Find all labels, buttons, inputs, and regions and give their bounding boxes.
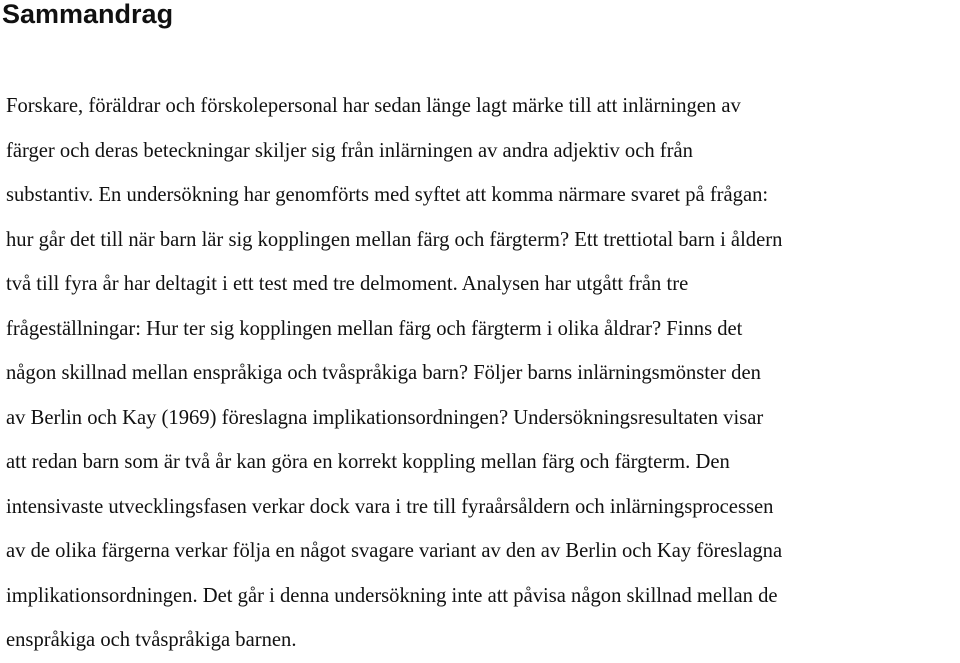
paragraph-line: Forskare, föräldrar och förskolepersonal har sedan länge lagt märke till att inlärningen av (6, 95, 741, 117)
paragraph-line: implikationsordningen. Det går i denna undersökning inte att påvisa någon skillnad mellan de (6, 584, 778, 607)
paragraph-line: av de olika färgerna verkar följa en något svagare variant av den av Berlin och Kay föreslagna (6, 540, 783, 562)
paragraph-line: två till fyra år har deltagit i ett test med tre delmoment. Analysen har utgått från tre (6, 273, 689, 295)
paragraph-line: enspråkiga och tvåspråkiga barnen. (6, 629, 297, 651)
paragraph-line: någon skillnad mellan enspråkiga och tvåspråkiga barn? Följer barns inlärningsmönster den (6, 362, 761, 384)
paragraph-line: att redan barn som är två år kan göra en korrekt koppling mellan färg och färgterm. Den (6, 451, 730, 473)
section-heading: Sammandrag (2, 0, 174, 29)
summary-paragraph (6, 84, 960, 663)
paragraph-line: färger och deras beteckningar skiljer sig från inlärningen av andra adjektiv och från (6, 139, 693, 162)
paragraph-line: substantiv. En undersökning har genomförts med syftet att komma närmare svaret på frågan: (6, 184, 769, 206)
paragraph-line: hur går det till när barn lär sig kopplingen mellan färg och färgterm? Ett trettiotal barn i åldern (6, 228, 783, 251)
paragraph-line: frågeställningar: Hur ter sig kopplingen mellan färg och färgterm i olika åldrar? Finns det (6, 317, 743, 340)
paragraph-line: intensivaste utvecklingsfasen verkar dock vara i tre till fyraårsåldern och inlärningsprocessen (6, 495, 774, 518)
paragraph-line: av Berlin och Kay (1969) föreslagna implikationsordningen? Undersökningsresultaten visar (6, 406, 764, 429)
